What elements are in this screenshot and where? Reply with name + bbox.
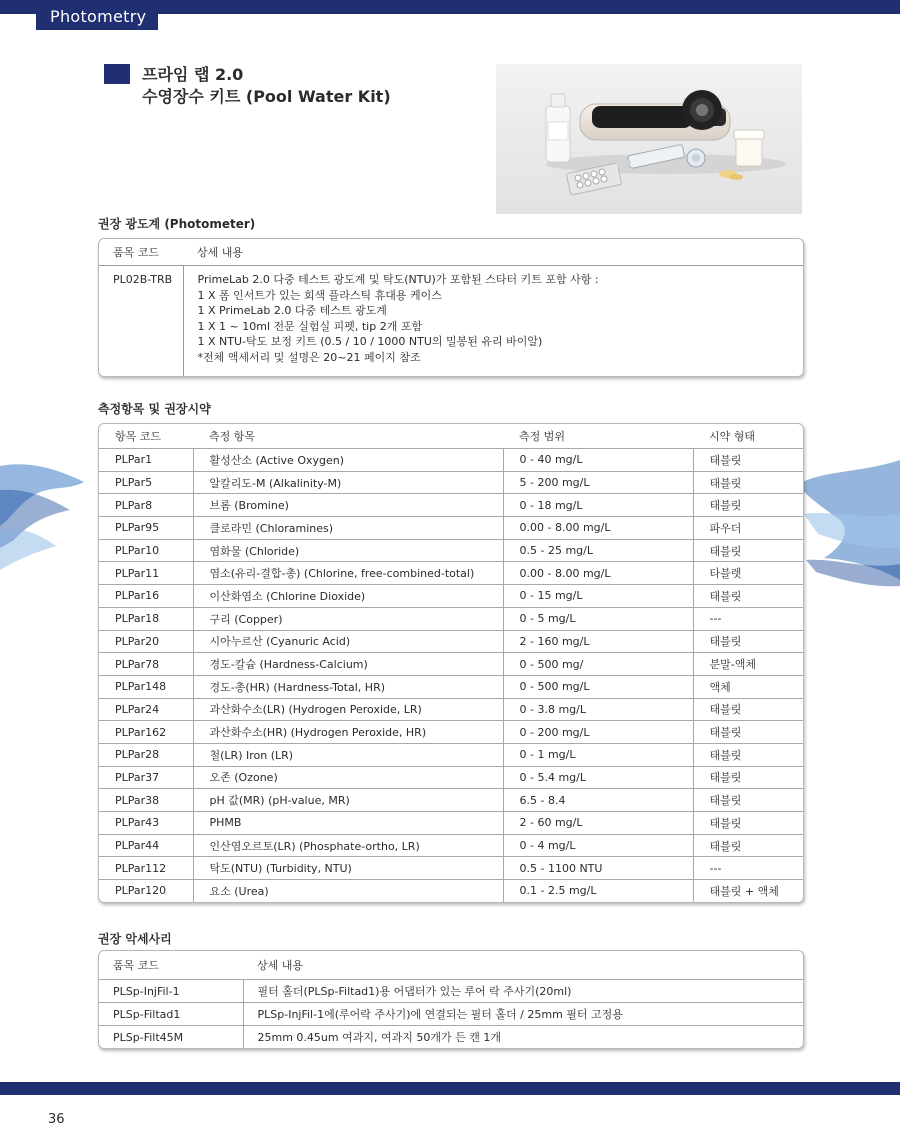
reagent-form-cell: --- bbox=[693, 607, 803, 630]
reagent-code-cell: PLPar24 bbox=[99, 698, 193, 721]
reagent-range-cell: 0.1 - 2.5 mg/L bbox=[503, 880, 693, 902]
page-number: 36 bbox=[48, 1112, 65, 1127]
photometer-code: PL02B-TRB bbox=[99, 266, 183, 376]
bottom-bar bbox=[0, 1082, 900, 1095]
photometer-section-title: 권장 광도계 (Photometer) bbox=[98, 217, 256, 231]
reagent-parameter-cell: 철(LR) Iron (LR) bbox=[193, 743, 503, 766]
reagent-form-cell: 분말-액체 bbox=[693, 653, 803, 676]
reagent-parameter-cell: 시아누르산 (Cyanuric Acid) bbox=[193, 630, 503, 653]
reagent-code-cell: PLPar78 bbox=[99, 653, 193, 676]
reagent-form-cell: 태블릿 bbox=[693, 494, 803, 517]
reagent-parameter-cell: 이산화염소 (Chlorine Dioxide) bbox=[193, 585, 503, 608]
reagent-range-cell: 0 - 3.8 mg/L bbox=[503, 698, 693, 721]
reagent-range-cell: 0.00 - 8.00 mg/L bbox=[503, 562, 693, 585]
table-row bbox=[99, 517, 803, 540]
reagent-parameter-cell: 염화물 (Chloride) bbox=[193, 539, 503, 562]
reagent-code-cell: PLPar1 bbox=[99, 449, 193, 472]
reagent-code-cell: PLPar5 bbox=[99, 471, 193, 494]
product-photo bbox=[496, 64, 802, 214]
table-row bbox=[99, 494, 803, 517]
table-row bbox=[99, 562, 803, 585]
reagent-form-cell: 태블릿 bbox=[693, 630, 803, 653]
reagent-code-cell: PLPar148 bbox=[99, 675, 193, 698]
photometer-desc-line: 1 X PrimeLab 2.0 다중 테스트 광도계 bbox=[197, 304, 387, 318]
reagent-range-cell: 0 - 5.4 mg/L bbox=[503, 766, 693, 789]
reagent-code-cell: PLPar162 bbox=[99, 721, 193, 744]
reagent-code-cell: PLPar37 bbox=[99, 766, 193, 789]
reagent-parameter-cell: PHMB bbox=[193, 812, 503, 835]
table-row bbox=[99, 630, 803, 653]
accessory-desc-cell: 25mm 0.45um 여과지, 여과지 50개가 든 캔 1개 bbox=[243, 1026, 803, 1049]
reagent-range-cell: 0 - 1 mg/L bbox=[503, 743, 693, 766]
accessory-code-cell: PLSp-Filt45M bbox=[99, 1026, 243, 1049]
reagent-form-cell: 액체 bbox=[693, 675, 803, 698]
table-row bbox=[99, 675, 803, 698]
table-row bbox=[99, 834, 803, 857]
reagent-range-cell: 5 - 200 mg/L bbox=[503, 471, 693, 494]
reagent-code-cell: PLPar95 bbox=[99, 517, 193, 540]
reagent-code-cell: PLPar8 bbox=[99, 494, 193, 517]
accessories-table bbox=[98, 950, 804, 1049]
reagent-form-cell: 태블릿 bbox=[693, 585, 803, 608]
accessory-desc-cell: 필터 홀더(PLSp-Filtad1)용 어댑터가 있는 루어 락 주사기(20ml) bbox=[243, 980, 803, 1003]
reagent-code-cell: PLPar112 bbox=[99, 857, 193, 880]
table-row bbox=[99, 698, 803, 721]
table-row bbox=[99, 607, 803, 630]
photometer-desc-line: 1 X 1 ~ 10ml 전문 실험실 피펫, tip 2개 포함 bbox=[197, 319, 423, 333]
photometer-desc-line: PrimeLab 2.0 다중 테스트 광도계 및 탁도(NTU)가 포함된 스타터 키트 포함 사항 : bbox=[197, 273, 599, 286]
product-title-line1: 프라임 랩 2.0 bbox=[142, 65, 244, 84]
reagent-parameter-cell: 경도-총(HR) (Hardness-Total, HR) bbox=[193, 675, 503, 698]
reagent-range-cell: 0.00 - 8.00 mg/L bbox=[503, 517, 693, 540]
table-row bbox=[99, 789, 803, 812]
table-row bbox=[99, 449, 803, 472]
table-row bbox=[99, 880, 803, 902]
accessory-code-cell: PLSp-InjFil-1 bbox=[99, 980, 243, 1003]
accessories-col-desc: 상세 내용 bbox=[257, 959, 304, 972]
accessories-section-title: 권장 악세사리 bbox=[98, 932, 172, 946]
reagent-form-cell: 타블렛 bbox=[693, 562, 803, 585]
reagent-parameter-cell: 경도-칼슘 (Hardness-Calcium) bbox=[193, 653, 503, 676]
reagent-parameter-cell: 염소(유리-결합-총) (Chlorine, free-combined-total) bbox=[193, 562, 503, 585]
table-row bbox=[99, 743, 803, 766]
reagent-form-cell: 태블릿 bbox=[693, 743, 803, 766]
reagent-parameter-cell: 구리 (Copper) bbox=[193, 607, 503, 630]
reagent-form-cell: 태블릿 bbox=[693, 789, 803, 812]
reagent-form-cell: 태블릿 bbox=[693, 721, 803, 744]
table-row bbox=[99, 585, 803, 608]
reagent-code-cell: PLPar10 bbox=[99, 539, 193, 562]
reagents-section-title: 측정항목 및 권장시약 bbox=[98, 402, 211, 416]
reagent-range-cell: 0 - 500 mg/ bbox=[503, 653, 693, 676]
reagent-code-cell: PLPar11 bbox=[99, 562, 193, 585]
table-row bbox=[99, 1026, 803, 1049]
reagent-code-cell: PLPar38 bbox=[99, 789, 193, 812]
photometer-col-code: 품목 코드 bbox=[99, 239, 183, 266]
reagent-code-cell: PLPar20 bbox=[99, 630, 193, 653]
photometer-col-desc: 상세 내용 bbox=[183, 239, 803, 266]
product-title-line2: 수영장수 키트 (Pool Water Kit) bbox=[142, 87, 391, 106]
reagent-range-cell: 2 - 60 mg/L bbox=[503, 812, 693, 835]
reagent-range-cell: 0 - 4 mg/L bbox=[503, 834, 693, 857]
reagent-range-cell: 0 - 5 mg/L bbox=[503, 607, 693, 630]
accessories-col-code: 품목 코드 bbox=[113, 959, 160, 972]
table-row bbox=[99, 539, 803, 562]
table-row bbox=[99, 980, 803, 1003]
reagent-form-cell: 태블릿 + 액체 bbox=[693, 880, 803, 902]
table-row bbox=[99, 812, 803, 835]
reagent-range-cell: 2 - 160 mg/L bbox=[503, 630, 693, 653]
reagents-col-parameter: 측정 항목 bbox=[209, 430, 256, 443]
photometer-desc-line: *전체 액세서리 및 설명은 20~21 페이지 참조 bbox=[197, 350, 421, 364]
reagent-parameter-cell: 인산염오르토(LR) (Phosphate-ortho, LR) bbox=[193, 834, 503, 857]
reagent-parameter-cell: pH 값(MR) (pH-value, MR) bbox=[193, 789, 503, 812]
reagent-parameter-cell: 과산화수소(LR) (Hydrogen Peroxide, LR) bbox=[193, 698, 503, 721]
reagents-col-form: 시약 형태 bbox=[709, 430, 756, 443]
reagent-form-cell: 태블릿 bbox=[693, 539, 803, 562]
reagent-parameter-cell: 요소 (Urea) bbox=[193, 880, 503, 902]
table-row bbox=[99, 721, 803, 744]
reagent-range-cell: 0 - 200 mg/L bbox=[503, 721, 693, 744]
title-marker bbox=[104, 64, 130, 84]
table-row bbox=[99, 653, 803, 676]
photometer-description bbox=[183, 266, 803, 376]
product-kit-illustration bbox=[496, 64, 802, 214]
reagent-parameter-cell: 클로라민 (Chloramines) bbox=[193, 517, 503, 540]
photometer-desc-line: 1 X 폼 인서트가 있는 회색 플라스틱 휴대용 케이스 bbox=[197, 288, 442, 302]
reagent-code-cell: PLPar43 bbox=[99, 812, 193, 835]
table-row bbox=[99, 471, 803, 494]
reagents-table bbox=[98, 423, 804, 903]
reagent-range-cell: 0.5 - 1100 NTU bbox=[503, 857, 693, 880]
reagents-col-range: 측정 범위 bbox=[519, 430, 566, 443]
reagent-parameter-cell: 활성산소 (Active Oxygen) bbox=[193, 449, 503, 472]
reagent-form-cell: --- bbox=[693, 857, 803, 880]
photometer-desc-line: 1 X NTU-탁도 보정 키트 (0.5 / 10 / 1000 NTU의 밀봉된 유리 바이알) bbox=[197, 335, 543, 349]
accessory-desc-cell: PLSp-InjFil-1에(루어락 주사기)에 연결되는 필터 홀더 / 25mm 필터 고정용 bbox=[243, 1003, 803, 1026]
product-title bbox=[142, 64, 391, 108]
reagent-code-cell: PLPar120 bbox=[99, 880, 193, 902]
reagent-form-cell: 태블릿 bbox=[693, 471, 803, 494]
reagent-range-cell: 0.5 - 25 mg/L bbox=[503, 539, 693, 562]
reagent-range-cell: 0 - 500 mg/L bbox=[503, 675, 693, 698]
reagent-parameter-cell: 오존 (Ozone) bbox=[193, 766, 503, 789]
reagent-range-cell: 0 - 15 mg/L bbox=[503, 585, 693, 608]
accessory-code-cell: PLSp-Filtad1 bbox=[99, 1003, 243, 1026]
table-row bbox=[99, 766, 803, 789]
table-row bbox=[99, 857, 803, 880]
photometer-table bbox=[98, 238, 804, 377]
reagent-parameter-cell: 탁도(NTU) (Turbidity, NTU) bbox=[193, 857, 503, 880]
reagent-range-cell: 6.5 - 8.4 bbox=[503, 789, 693, 812]
reagent-form-cell: 태블릿 bbox=[693, 834, 803, 857]
reagent-form-cell: 태블릿 bbox=[693, 766, 803, 789]
reagent-range-cell: 0 - 18 mg/L bbox=[503, 494, 693, 517]
reagent-code-cell: PLPar16 bbox=[99, 585, 193, 608]
section-header-label: Photometry bbox=[36, 4, 158, 30]
reagent-form-cell: 태블릿 bbox=[693, 449, 803, 472]
reagent-parameter-cell: 브롬 (Bromine) bbox=[193, 494, 503, 517]
reagent-code-cell: PLPar44 bbox=[99, 834, 193, 857]
reagent-form-cell: 태블릿 bbox=[693, 698, 803, 721]
reagent-code-cell: PLPar28 bbox=[99, 743, 193, 766]
reagent-parameter-cell: 과산화수소(HR) (Hydrogen Peroxide, HR) bbox=[193, 721, 503, 744]
reagents-col-code: 항목 코드 bbox=[115, 430, 162, 443]
reagent-form-cell: 파우더 bbox=[693, 517, 803, 540]
reagent-range-cell: 0 - 40 mg/L bbox=[503, 449, 693, 472]
reagent-parameter-cell: 알칼리도-M (Alkalinity-M) bbox=[193, 471, 503, 494]
table-row bbox=[99, 1003, 803, 1026]
reagent-code-cell: PLPar18 bbox=[99, 607, 193, 630]
reagent-form-cell: 태블릿 bbox=[693, 812, 803, 835]
